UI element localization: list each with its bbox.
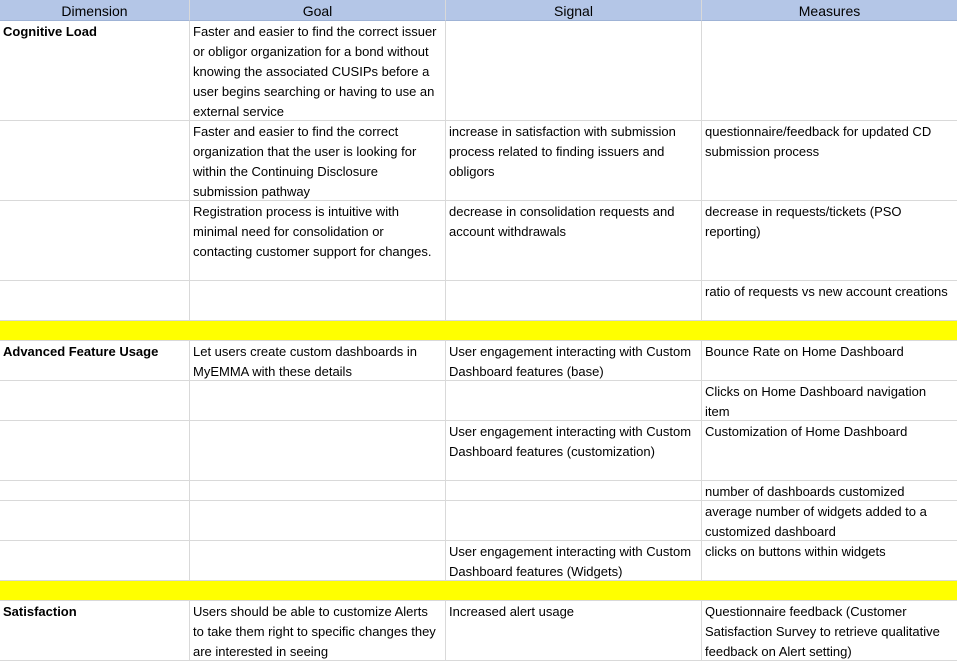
dimension-cell[interactable]: [0, 541, 190, 581]
measures-cell[interactable]: Questionnaire feedback (Customer Satisfaction Survey to retrieve qualitative feedback on Alert setting): [702, 601, 957, 661]
dimension-cell[interactable]: [0, 281, 190, 321]
header-row: [0, 0, 957, 21]
signal-cell[interactable]: [446, 21, 702, 121]
table-row: [0, 21, 957, 121]
goal-cell[interactable]: [190, 281, 446, 321]
measures-cell[interactable]: average number of widgets added to a customized dashboard: [702, 501, 957, 541]
measures-cell[interactable]: ratio of requests vs new account creations: [702, 281, 957, 321]
measures-cell[interactable]: Bounce Rate on Home Dashboard: [702, 341, 957, 381]
table-row: [0, 121, 957, 201]
signal-cell[interactable]: User engagement interacting with Custom Dashboard features (customization): [446, 421, 702, 481]
signal-cell[interactable]: [446, 501, 702, 541]
goal-cell[interactable]: Faster and easier to find the correct organization that the user is looking for within the Continuing Disclosure submission pathway: [190, 121, 446, 201]
dimension-cell[interactable]: [0, 481, 190, 501]
header-measures[interactable]: Measures: [702, 0, 957, 21]
section-separator: [0, 581, 957, 601]
section-separator: [0, 321, 957, 341]
signal-cell[interactable]: Increased alert usage: [446, 601, 702, 661]
signal-cell[interactable]: increase in satisfaction with submission process related to finding issuers and obligors: [446, 121, 702, 201]
header-signal[interactable]: Signal: [446, 0, 702, 21]
table-row: [0, 601, 957, 661]
measures-cell[interactable]: [702, 21, 957, 121]
table-row: [0, 381, 957, 421]
goal-cell[interactable]: [190, 501, 446, 541]
signal-cell[interactable]: [446, 481, 702, 501]
measures-cell[interactable]: decrease in requests/tickets (PSO reporting): [702, 201, 957, 281]
goal-cell[interactable]: [190, 481, 446, 501]
table-row: [0, 201, 957, 281]
dimension-cell[interactable]: [0, 381, 190, 421]
goal-cell[interactable]: Users should be able to customize Alerts to take them right to specific changes they are interested in seeing: [190, 601, 446, 661]
goal-cell[interactable]: [190, 381, 446, 421]
table-row: [0, 281, 957, 321]
table-row: [0, 421, 957, 481]
dimension-cell[interactable]: [0, 121, 190, 201]
goal-cell[interactable]: Registration process is intuitive with minimal need for consolidation or contacting customer support for changes.: [190, 201, 446, 281]
measures-cell[interactable]: questionnaire/feedback for updated CD submission process: [702, 121, 957, 201]
measures-cell[interactable]: number of dashboards customized: [702, 481, 957, 501]
dimension-cell[interactable]: [0, 421, 190, 481]
signal-cell[interactable]: User engagement interacting with Custom Dashboard features (base): [446, 341, 702, 381]
dimension-cell[interactable]: Advanced Feature Usage: [0, 341, 190, 381]
dimension-cell[interactable]: [0, 201, 190, 281]
table-row: [0, 501, 957, 541]
measures-cell[interactable]: Customization of Home Dashboard: [702, 421, 957, 481]
goal-cell[interactable]: Faster and easier to find the correct issuer or obligor organization for a bond without knowing the associated CUSIPs before a user begins searching or having to use an external service: [190, 21, 446, 121]
header-goal[interactable]: Goal: [190, 0, 446, 21]
measures-cell[interactable]: Clicks on Home Dashboard navigation item: [702, 381, 957, 421]
measures-cell[interactable]: clicks on buttons within widgets: [702, 541, 957, 581]
table-row: [0, 541, 957, 581]
goal-cell[interactable]: [190, 421, 446, 481]
signal-cell[interactable]: [446, 281, 702, 321]
signal-cell[interactable]: User engagement interacting with Custom Dashboard features (Widgets): [446, 541, 702, 581]
dimension-cell[interactable]: Satisfaction: [0, 601, 190, 661]
signal-cell[interactable]: [446, 381, 702, 421]
dimension-cell[interactable]: Cognitive Load: [0, 21, 190, 121]
goal-cell[interactable]: Let users create custom dashboards in MyEMMA with these details: [190, 341, 446, 381]
dimension-cell[interactable]: [0, 501, 190, 541]
goal-cell[interactable]: [190, 541, 446, 581]
signal-cell[interactable]: decrease in consolidation requests and account withdrawals: [446, 201, 702, 281]
table-row: [0, 341, 957, 381]
table-row: [0, 481, 957, 501]
header-dimension[interactable]: Dimension: [0, 0, 190, 21]
